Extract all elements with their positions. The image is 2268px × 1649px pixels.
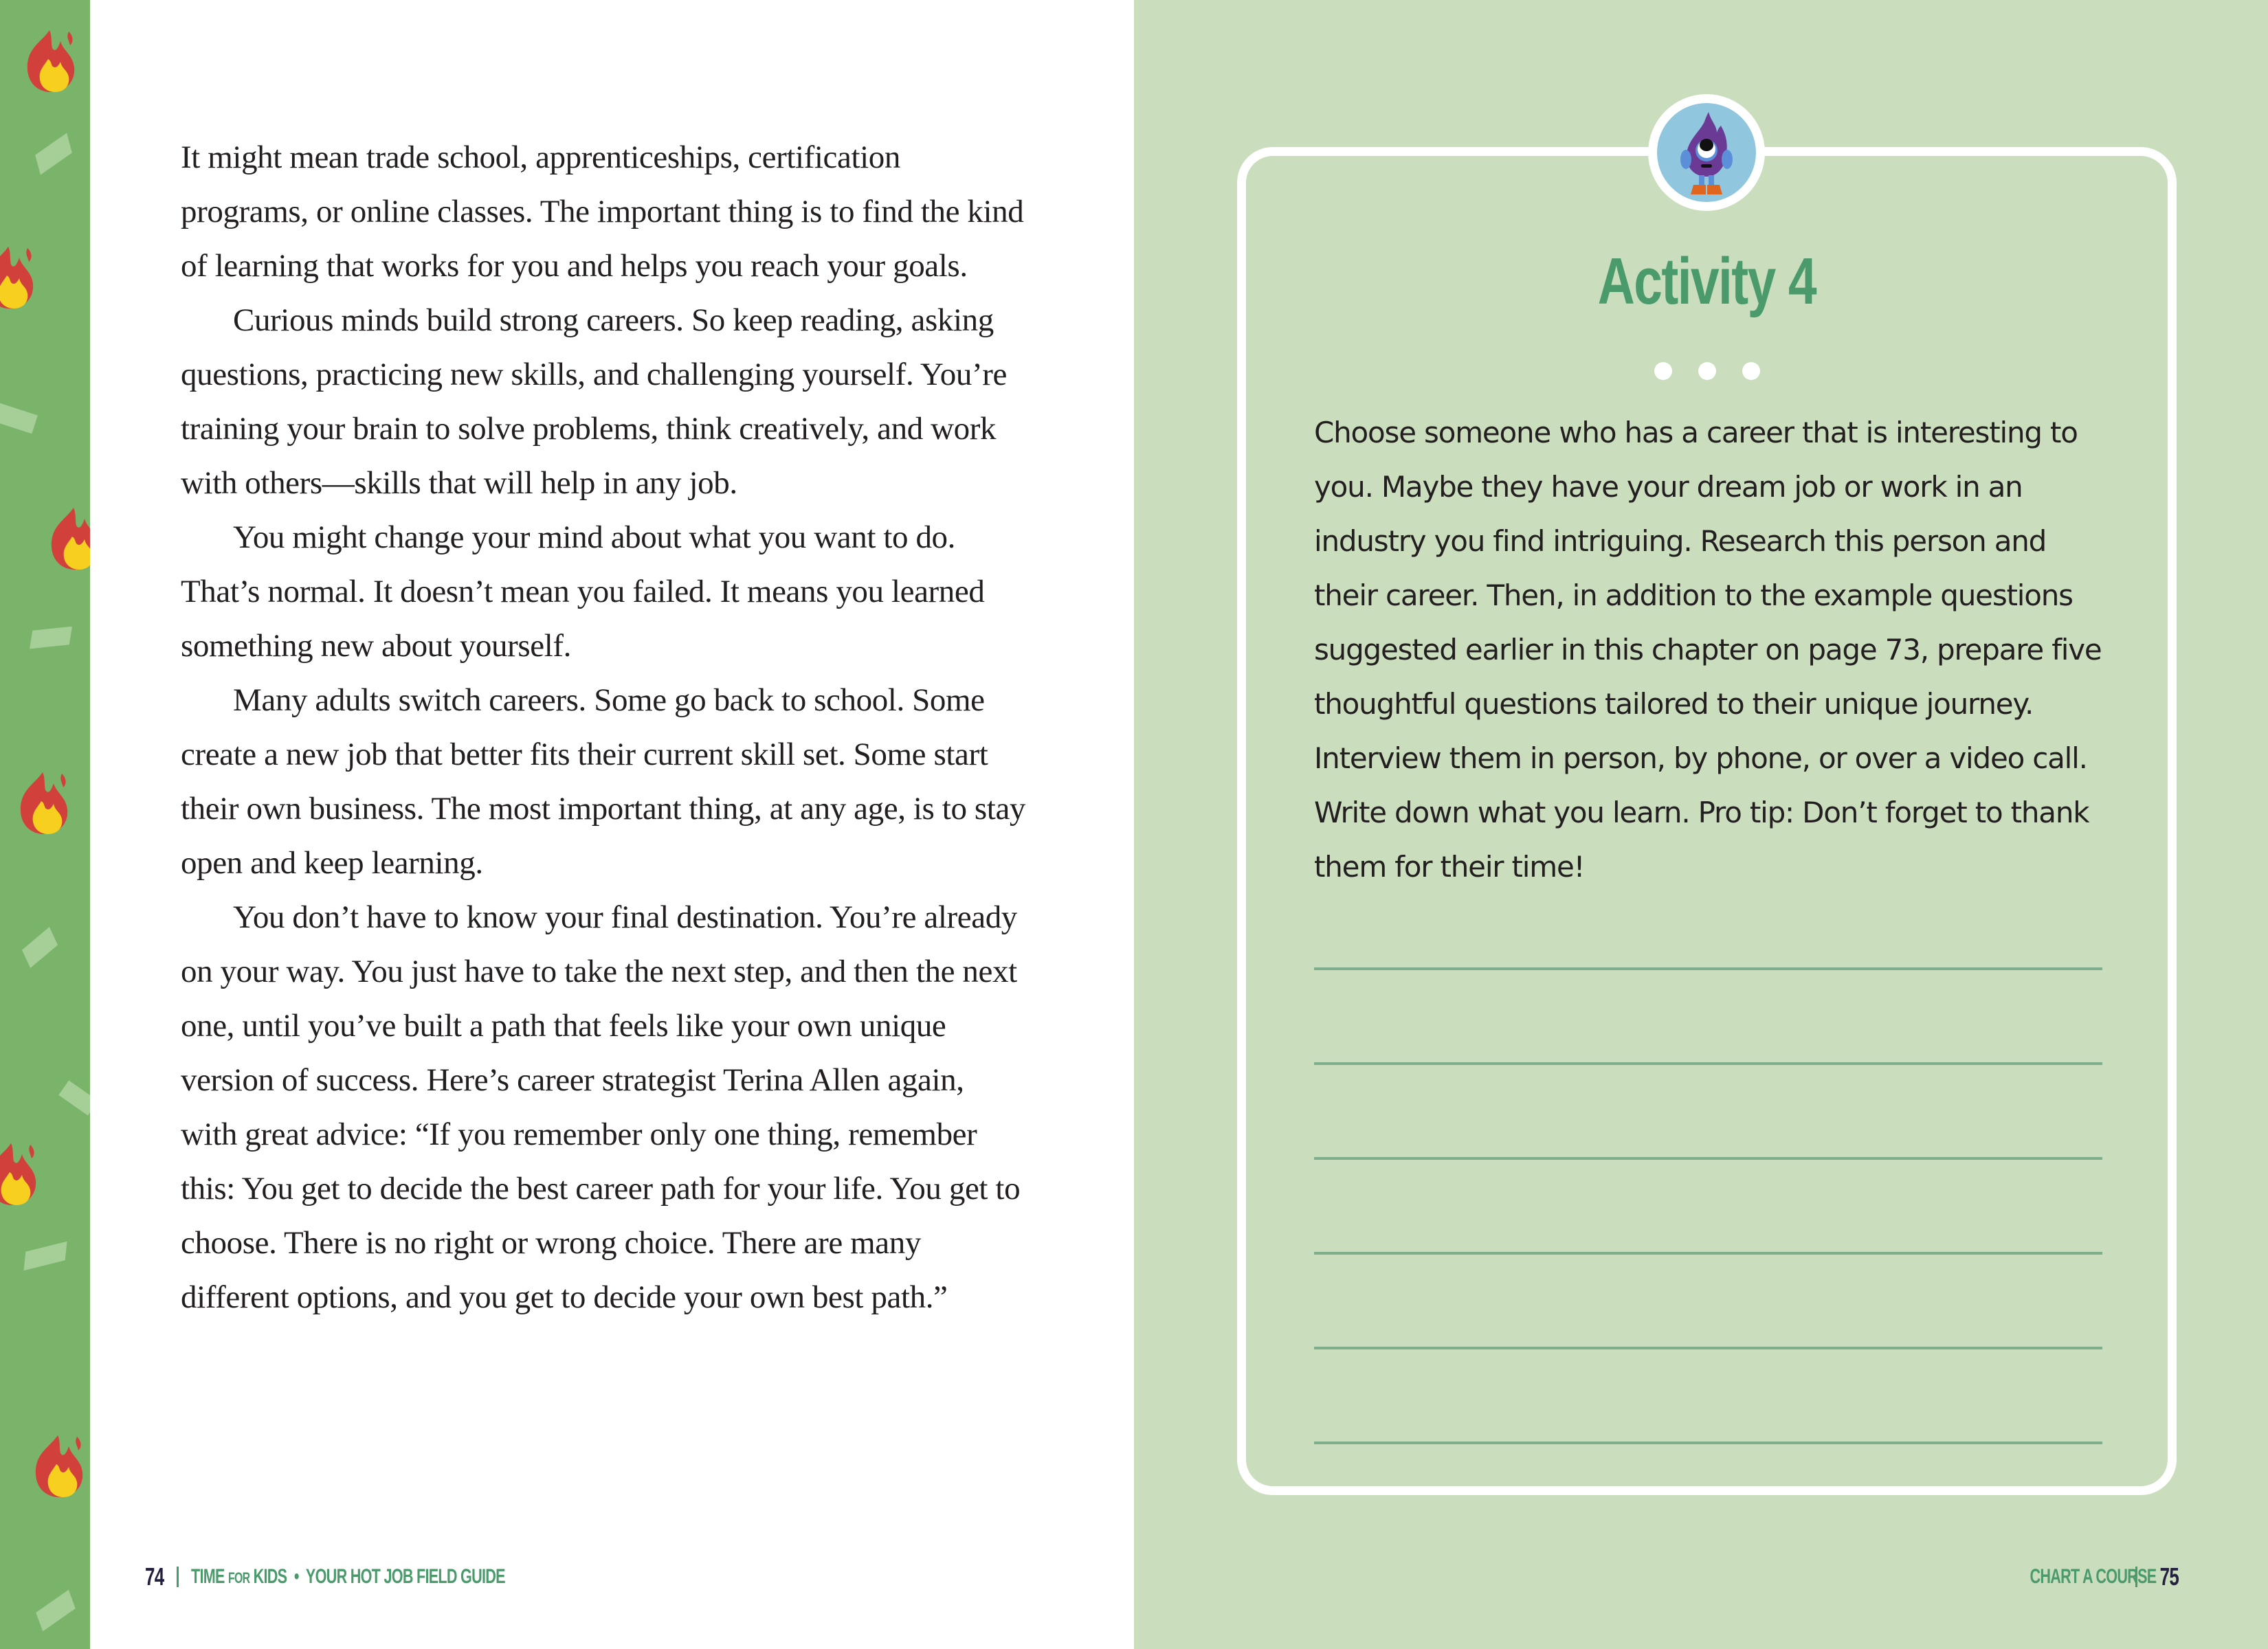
body-text: [181, 131, 1026, 1325]
confetti-shape: [0, 403, 38, 434]
paragraph: You don’t have to know your final destination. You’re already on your way. You just have to take the next step, and then the next one, until you’ve built a path that feels like your own unique version of success. Here’s career strategist Terina Allen again, with great advice: “If you remember only one thing, remember this: You get to decide the best career path for your life. You get to choose. There is no right or wrong choice. There are many different options, and you get to decide your own best path.”: [181, 899, 1021, 1315]
decorative-dots: [1237, 362, 2177, 380]
writing-line-6[interactable]: [1314, 1442, 2102, 1444]
writing-line-1[interactable]: [1314, 967, 2102, 970]
flame-mascot-icon: [1669, 108, 1744, 197]
flame-icon: [0, 244, 37, 310]
flame-icon: [21, 27, 78, 93]
writing-line-3[interactable]: [1314, 1157, 2102, 1160]
dot: [1698, 362, 1716, 380]
dot: [1742, 362, 1760, 380]
writing-line-4[interactable]: [1314, 1252, 2102, 1255]
confetti-shape: [36, 1590, 75, 1632]
paragraph: You might change your mind about what you want to do. That’s normal. It doesn’t mean you failed. It means you learned something new about yourself.: [181, 519, 985, 664]
flame-icon: [0, 1141, 40, 1207]
paragraph: Curious minds build strong careers. So keep reading, asking questions, practicing new skills, and challenging yourself. You’re training your brain to solve problems, think creatively, and work with others—skills that will help in any job.: [181, 302, 1007, 501]
section-name: CHART A COURSE: [2030, 1565, 2156, 1588]
flame-icon: [29, 1433, 87, 1499]
running-head: [191, 1565, 505, 1589]
confetti-shape: [58, 1080, 90, 1115]
confetti-shape: [30, 627, 72, 649]
mascot-badge: [1648, 94, 1765, 211]
paragraph: It might mean trade school, apprenticeships, certification programs, or online classes. The important thing is to find the kind of learning that works for you and helps you reach your goals.: [181, 139, 1024, 284]
brand-kids: KIDS: [253, 1565, 287, 1588]
paragraph: Many adults switch careers. Some go back to school. Some create a new job that better fits their current skill set. Some start their own business. The most important thing, at any age, is to stay open and keep learning.: [181, 682, 1026, 881]
confetti-shape: [23, 1242, 67, 1271]
page-footer-left: [145, 1563, 627, 1591]
page-number: 74: [145, 1562, 164, 1591]
flame-icon: [14, 770, 71, 835]
confetti-shape: [35, 133, 72, 175]
brand-for: FOR: [228, 1569, 250, 1586]
flame-icon: [45, 505, 90, 571]
dot: [1654, 362, 1672, 380]
page-number: 75: [2159, 1562, 2179, 1591]
activity-instructions: Choose someone who has a career that is interesting to you. Maybe they have your dream job or work in an industry you find intriguing. Research this person and their career. Then, in addition to the example questions suggested earlier in this chapter on page 73, prepare five thoughtful questions tailored to their unique journey. Interview them in person, by phone, or over a video call. Write down what you learn. Pro tip: Don’t forget to thank them for their time!: [1314, 416, 2102, 884]
confetti-shape: [22, 927, 58, 968]
bullet: •: [293, 1565, 299, 1588]
right-page: [1134, 0, 2268, 1649]
brand-time: TIME: [191, 1565, 225, 1588]
writing-line-5[interactable]: [1314, 1347, 2102, 1349]
book-title: YOUR HOT JOB FIELD GUIDE: [305, 1565, 505, 1588]
footer-divider: [177, 1567, 179, 1587]
writing-line-2[interactable]: [1314, 1062, 2102, 1065]
left-page: [90, 0, 1134, 1649]
decorative-side-strip: [0, 0, 90, 1649]
activity-title: Activity 4: [1597, 245, 1816, 318]
page-footer-right: [1981, 1563, 2179, 1591]
